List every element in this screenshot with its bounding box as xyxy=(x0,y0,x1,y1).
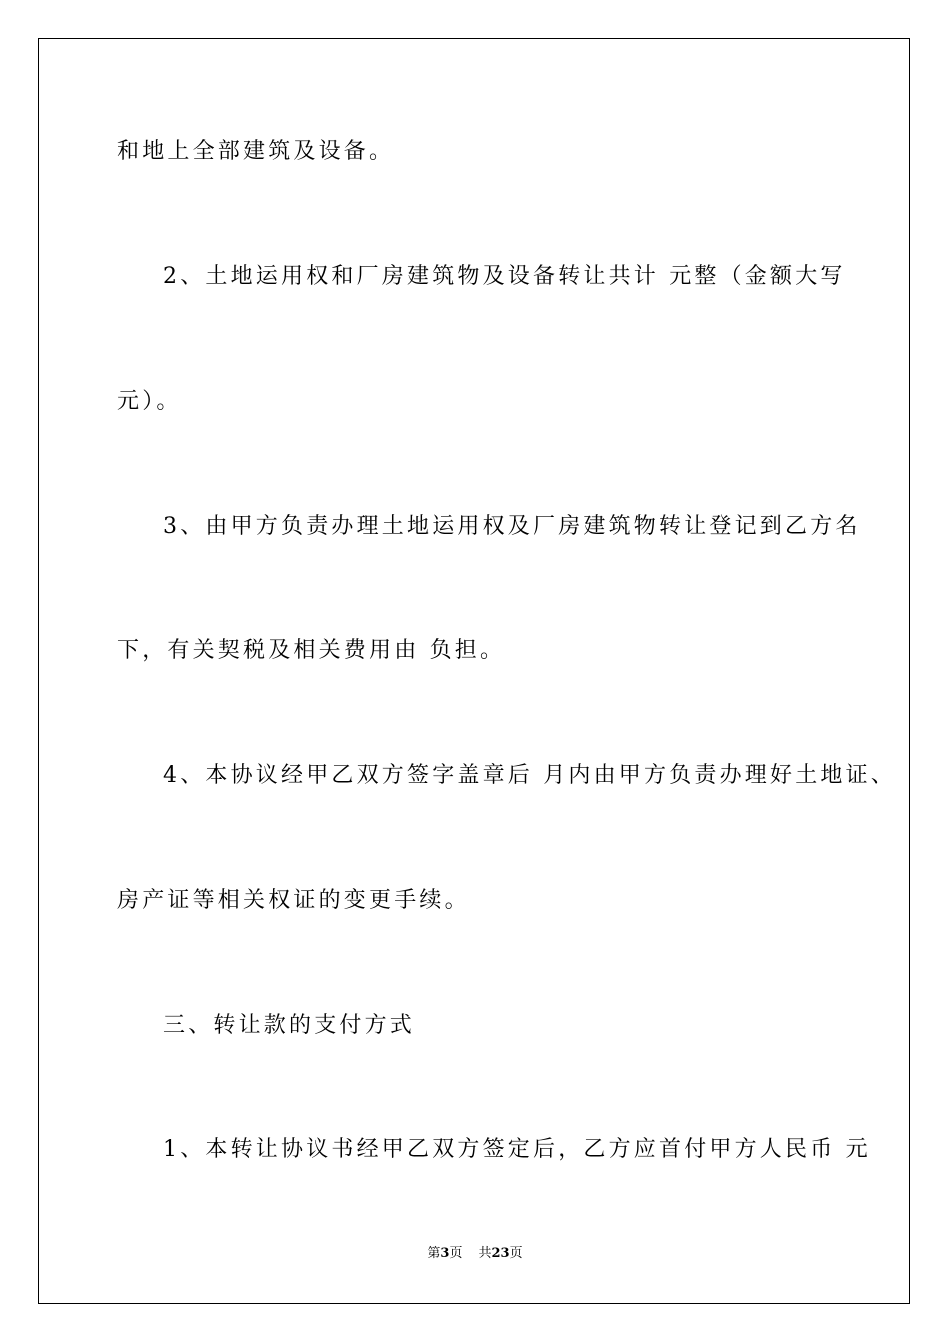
page-footer xyxy=(0,1245,950,1263)
page-prefix: 第 xyxy=(427,1246,441,1261)
total-pages: 23 xyxy=(491,1246,510,1261)
paragraph-line: 元）。 xyxy=(117,389,182,414)
paragraph-line: 4、本协议经甲乙双方签字盖章后 月内由甲方负责办理好土地证、 xyxy=(163,763,896,788)
paragraph-line: 2、土地运用权和厂房建筑物及设备转让共计 元整（金额大写 xyxy=(163,264,846,289)
section-heading: 三、转让款的支付方式 xyxy=(163,1013,416,1038)
paragraph-line: 1、本转让协议书经甲乙双方签定后，乙方应首付甲方人民币 元 xyxy=(163,1137,871,1162)
page-border xyxy=(38,38,910,1304)
total-suffix: 页 xyxy=(509,1246,523,1261)
paragraph-line: 和地上全部建筑及设备。 xyxy=(117,139,395,164)
paragraph-line: 下，有关契税及相关费用由 负担。 xyxy=(117,638,506,663)
total-prefix: 共 xyxy=(478,1246,492,1261)
paragraph-line: 房产证等相关权证的变更手续。 xyxy=(117,888,470,913)
paragraph-line: 3、由甲方负责办理土地运用权及厂房建筑物转让登记到乙方名 xyxy=(163,514,861,539)
page-suffix: 页 xyxy=(449,1246,463,1261)
page-number: 3 xyxy=(440,1246,450,1261)
